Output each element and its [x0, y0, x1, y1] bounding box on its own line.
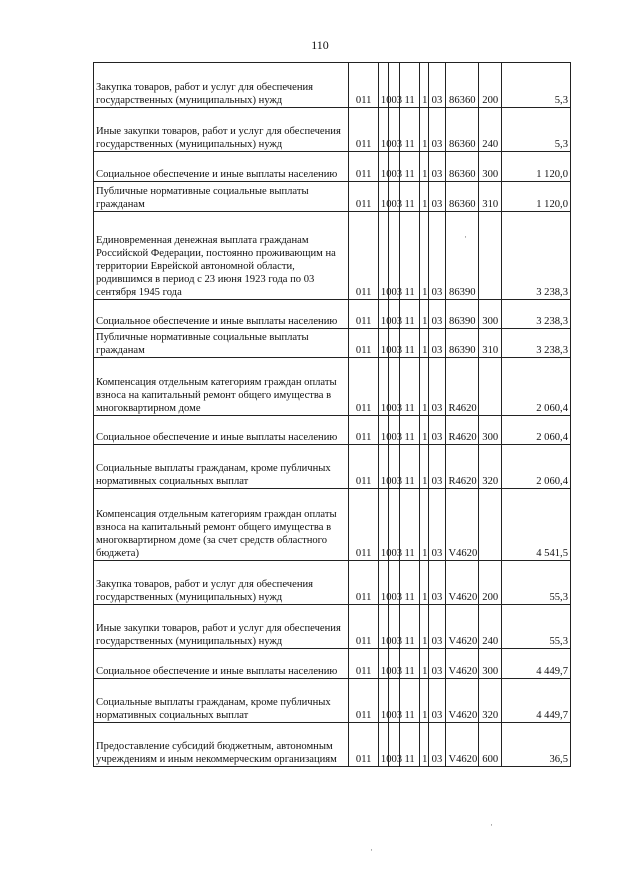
amount: 4 449,7 — [502, 679, 571, 723]
amount: 5,3 — [502, 108, 571, 152]
table-row — [94, 182, 571, 212]
row-description: Предоставление субсидий бюджетным, автономным учреждениям и иным некоммерческим организациям — [94, 723, 349, 767]
target-article-program: 11 — [400, 723, 420, 767]
grbs-code: 011 — [349, 182, 379, 212]
target-article-program: 11 — [400, 489, 420, 561]
section-code: 10 — [378, 649, 389, 679]
expense-type-code: 200 — [479, 561, 502, 605]
budget-table — [93, 62, 571, 767]
subsection-code: 03 — [389, 679, 400, 723]
target-article-event: 03 — [428, 649, 446, 679]
target-article-program: 11 — [400, 649, 420, 679]
expense-type-code: 200 — [479, 63, 502, 108]
amount: 36,5 — [502, 723, 571, 767]
target-article-program: 11 — [400, 182, 420, 212]
target-article-event: 03 — [428, 212, 446, 300]
target-article-subprogram: 1 — [420, 212, 428, 300]
target-article-program: 11 — [400, 212, 420, 300]
target-article-program: 11 — [400, 300, 420, 329]
target-article-subprogram: 1 — [420, 649, 428, 679]
amount: 2 060,4 — [502, 358, 571, 416]
target-article-event: 03 — [428, 723, 446, 767]
subsection-code: 03 — [389, 358, 400, 416]
subsection-code: 03 — [389, 561, 400, 605]
section-code: 10 — [378, 108, 389, 152]
subsection-code: 03 — [389, 108, 400, 152]
page-number: 110 — [311, 38, 329, 52]
table-row — [94, 605, 571, 649]
subsection-code: 03 — [389, 723, 400, 767]
section-code: 10 — [378, 679, 389, 723]
row-description: Компенсация отдельным категориям граждан оплаты взноса на капитальный ремонт общего имущества в многоквартирном доме (за счет средств областного бюджета) — [94, 489, 349, 561]
target-article-event: 03 — [428, 152, 446, 182]
section-code: 10 — [378, 445, 389, 489]
target-article-event: 03 — [428, 358, 446, 416]
scan-dot: · — [490, 820, 493, 830]
target-article-direction: V4620 — [446, 561, 479, 605]
subsection-code: 03 — [389, 329, 400, 358]
subsection-code: 03 — [389, 152, 400, 182]
target-article-subprogram: 1 — [420, 329, 428, 358]
target-article-direction: 86360 — [446, 108, 479, 152]
amount: 5,3 — [502, 63, 571, 108]
target-article-event: 03 — [428, 605, 446, 649]
expense-type-code: 300 — [479, 300, 502, 329]
grbs-code: 011 — [349, 679, 379, 723]
target-article-event: 03 — [428, 679, 446, 723]
row-description: Публичные нормативные социальные выплаты гражданам — [94, 182, 349, 212]
row-description: Социальные выплаты гражданам, кроме публичных нормативных социальных выплат — [94, 679, 349, 723]
table-row — [94, 723, 571, 767]
target-article-event: 03 — [428, 63, 446, 108]
amount: 55,3 — [502, 605, 571, 649]
subsection-code: 03 — [389, 300, 400, 329]
scan-dot: · — [370, 845, 373, 855]
subsection-code: 03 — [389, 416, 400, 445]
grbs-code: 011 — [349, 561, 379, 605]
table-row — [94, 329, 571, 358]
section-code: 10 — [378, 152, 389, 182]
target-article-event: 03 — [428, 300, 446, 329]
amount: 2 060,4 — [502, 416, 571, 445]
target-article-event: 03 — [428, 445, 446, 489]
grbs-code: 011 — [349, 300, 379, 329]
row-description: Единовременная денежная выплата гражданам Российской Федерации, постоянно проживающим на территории Еврейской автономной области, родившимся в период с 23 июня 1923 года по 03 сентября 1945 года — [94, 212, 349, 300]
grbs-code: 011 — [349, 416, 379, 445]
grbs-code: 011 — [349, 489, 379, 561]
grbs-code: 011 — [349, 212, 379, 300]
target-article-direction: 86390 — [446, 212, 479, 300]
target-article-program: 11 — [400, 445, 420, 489]
row-description: Компенсация отдельным категориям граждан оплаты взноса на капитальный ремонт общего имущества в многоквартирном доме — [94, 358, 349, 416]
grbs-code: 011 — [349, 445, 379, 489]
table-row — [94, 416, 571, 445]
target-article-direction: V4620 — [446, 605, 479, 649]
amount: 1 120,0 — [502, 182, 571, 212]
section-code: 10 — [378, 63, 389, 108]
target-article-program: 11 — [400, 63, 420, 108]
expense-type-code: 300 — [479, 152, 502, 182]
row-description: Закупка товаров, работ и услуг для обеспечения государственных (муниципальных) нужд — [94, 63, 349, 108]
scan-dot: · — [464, 232, 467, 242]
target-article-program: 11 — [400, 329, 420, 358]
target-article-program: 11 — [400, 416, 420, 445]
target-article-program: 11 — [400, 152, 420, 182]
expense-type-code: 600 — [479, 723, 502, 767]
section-code: 10 — [378, 300, 389, 329]
target-article-direction: 86390 — [446, 329, 479, 358]
target-article-subprogram: 1 — [420, 605, 428, 649]
table-row — [94, 152, 571, 182]
target-article-direction: 86360 — [446, 63, 479, 108]
table-row — [94, 212, 571, 300]
target-article-event: 03 — [428, 416, 446, 445]
target-article-direction: V4620 — [446, 649, 479, 679]
expense-type-code: 300 — [479, 416, 502, 445]
expense-type-code: 320 — [479, 445, 502, 489]
target-article-subprogram: 1 — [420, 358, 428, 416]
subsection-code: 03 — [389, 212, 400, 300]
row-description: Иные закупки товаров, работ и услуг для обеспечения государственных (муниципальных) нужд — [94, 108, 349, 152]
grbs-code: 011 — [349, 605, 379, 649]
row-description: Социальное обеспечение и иные выплаты населению — [94, 300, 349, 329]
expense-type-code: 320 — [479, 679, 502, 723]
grbs-code: 011 — [349, 329, 379, 358]
grbs-code: 011 — [349, 358, 379, 416]
amount: 4 449,7 — [502, 649, 571, 679]
section-code: 10 — [378, 358, 389, 416]
table-row — [94, 649, 571, 679]
subsection-code: 03 — [389, 605, 400, 649]
amount: 1 120,0 — [502, 152, 571, 182]
row-description: Социальное обеспечение и иные выплаты населению — [94, 416, 349, 445]
target-article-subprogram: 1 — [420, 679, 428, 723]
target-article-subprogram: 1 — [420, 723, 428, 767]
table-row — [94, 679, 571, 723]
section-code: 10 — [378, 605, 389, 649]
target-article-event: 03 — [428, 561, 446, 605]
subsection-code: 03 — [389, 445, 400, 489]
target-article-subprogram: 1 — [420, 445, 428, 489]
amount: 3 238,3 — [502, 212, 571, 300]
row-description: Социальное обеспечение и иные выплаты населению — [94, 649, 349, 679]
target-article-subprogram: 1 — [420, 489, 428, 561]
target-article-event: 03 — [428, 329, 446, 358]
grbs-code: 011 — [349, 649, 379, 679]
section-code: 10 — [378, 212, 389, 300]
table-body — [94, 63, 571, 767]
expense-type-code: 310 — [479, 329, 502, 358]
expense-type-code: 310 — [479, 182, 502, 212]
target-article-event: 03 — [428, 108, 446, 152]
expense-type-code: 240 — [479, 605, 502, 649]
target-article-direction: V4620 — [446, 723, 479, 767]
table-row — [94, 445, 571, 489]
table-row — [94, 300, 571, 329]
target-article-direction: R4620 — [446, 416, 479, 445]
amount: 4 541,5 — [502, 489, 571, 561]
expense-type-code: 300 — [479, 649, 502, 679]
section-code: 10 — [378, 723, 389, 767]
subsection-code: 03 — [389, 649, 400, 679]
section-code: 10 — [378, 561, 389, 605]
grbs-code: 011 — [349, 723, 379, 767]
target-article-subprogram: 1 — [420, 300, 428, 329]
target-article-program: 11 — [400, 358, 420, 416]
table-row — [94, 358, 571, 416]
target-article-event: 03 — [428, 489, 446, 561]
row-description: Социальное обеспечение и иные выплаты населению — [94, 152, 349, 182]
grbs-code: 011 — [349, 63, 379, 108]
target-article-program: 11 — [400, 561, 420, 605]
target-article-subprogram: 1 — [420, 108, 428, 152]
target-article-program: 11 — [400, 605, 420, 649]
table-row — [94, 108, 571, 152]
section-code: 10 — [378, 182, 389, 212]
table-row — [94, 63, 571, 108]
target-article-subprogram: 1 — [420, 561, 428, 605]
target-article-direction: 86360 — [446, 182, 479, 212]
expense-type-code — [479, 212, 502, 300]
target-article-event: 03 — [428, 182, 446, 212]
target-article-direction: 86390 — [446, 300, 479, 329]
expense-type-code — [479, 358, 502, 416]
table-row — [94, 561, 571, 605]
amount: 3 238,3 — [502, 300, 571, 329]
amount: 3 238,3 — [502, 329, 571, 358]
amount: 2 060,4 — [502, 445, 571, 489]
subsection-code: 03 — [389, 182, 400, 212]
amount: 55,3 — [502, 561, 571, 605]
grbs-code: 011 — [349, 108, 379, 152]
target-article-direction: 86360 — [446, 152, 479, 182]
row-description: Иные закупки товаров, работ и услуг для обеспечения государственных (муниципальных) нужд — [94, 605, 349, 649]
target-article-program: 11 — [400, 108, 420, 152]
target-article-direction: V4620 — [446, 489, 479, 561]
target-article-direction: R4620 — [446, 358, 479, 416]
subsection-code: 03 — [389, 489, 400, 561]
section-code: 10 — [378, 489, 389, 561]
row-description: Закупка товаров, работ и услуг для обеспечения государственных (муниципальных) нужд — [94, 561, 349, 605]
expense-type-code — [479, 489, 502, 561]
target-article-subprogram: 1 — [420, 182, 428, 212]
section-code: 10 — [378, 416, 389, 445]
grbs-code: 011 — [349, 152, 379, 182]
expense-type-code: 240 — [479, 108, 502, 152]
target-article-subprogram: 1 — [420, 416, 428, 445]
table-row — [94, 489, 571, 561]
subsection-code: 03 — [389, 63, 400, 108]
target-article-program: 11 — [400, 679, 420, 723]
row-description: Социальные выплаты гражданам, кроме публичных нормативных социальных выплат — [94, 445, 349, 489]
row-description: Публичные нормативные социальные выплаты гражданам — [94, 329, 349, 358]
target-article-subprogram: 1 — [420, 63, 428, 108]
target-article-direction: V4620 — [446, 679, 479, 723]
section-code: 10 — [378, 329, 389, 358]
target-article-direction: R4620 — [446, 445, 479, 489]
target-article-subprogram: 1 — [420, 152, 428, 182]
